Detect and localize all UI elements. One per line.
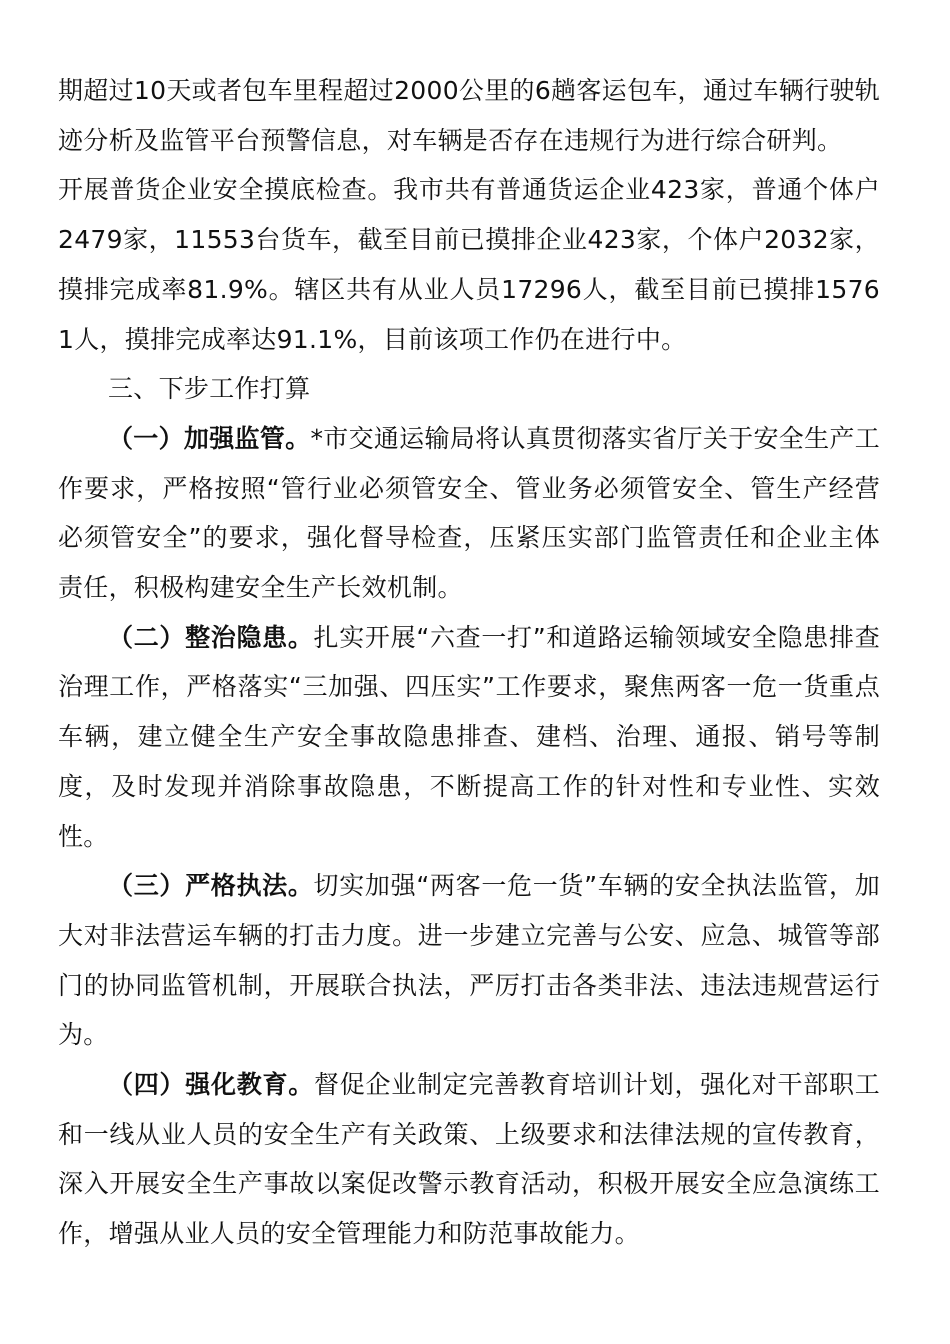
section-heading-text: 三、下步工作打算 <box>108 374 311 404</box>
paragraph-charter-bus-continuation <box>58 66 880 165</box>
item-title: （四）强化教育。 <box>108 1070 314 1100</box>
paragraph-freight-inspection <box>58 165 880 364</box>
item-strict-enforcement <box>58 861 880 1060</box>
item-body: *市交通运输局将认真贯彻落实省厅关于安全生产工作要求，严格按照“管行业必须管安全、管业务必须管安全、管生产经营必须管安全”的要求，强化督导检查，压紧压实部门监管责任和企业主体责任，积极构建安全生产长效机制。 <box>58 423 880 603</box>
item-title: （三）严格执法。 <box>108 871 314 901</box>
document-body <box>58 66 880 1259</box>
item-strengthen-supervision <box>58 414 880 613</box>
item-body: 扎实开展“六查一打”和道路运输领域安全隐患排查治理工作，严格落实“三加强、四压实”工作要求，聚焦两客一危一货重点车辆，建立健全生产安全事故隐患排查、建档、治理、通报、销号等制度，及时发现并消除事故隐患，不断提高工作的针对性和专业性、实效性。 <box>58 622 880 851</box>
item-title: （一）加强监管。 <box>108 423 311 453</box>
item-title: （二）整治隐患。 <box>108 622 314 652</box>
paragraph-text: 开展普货企业安全摸底检查。我市共有普通货运企业423家，普通个体户2479家，11553台货车，截至目前已摸排企业423家，个体户2032家，摸排完成率81.9%。辖区共有从业人员17296人，截至目前已摸排15761人，摸排完成率达91.1%，目前该项工作仍在进行中。 <box>58 175 880 354</box>
item-body: 督促企业制定完善教育培训计划，强化对干部职工和一线从业人员的安全生产有关政策、上级要求和法律法规的宣传教育，深入开展安全生产事故以案促改警示教育活动，积极开展安全应急演练工作，增强从业人员的安全管理能力和防范事故能力。 <box>58 1070 880 1249</box>
item-rectify-hazards <box>58 613 880 862</box>
paragraph-text: 期超过10天或者包车里程超过2000公里的6趟客运包车，通过车辆行驶轨迹分析及监管平台预警信息，对车辆是否存在违规行为进行综合研判。 <box>58 76 880 155</box>
section-heading <box>58 364 880 414</box>
item-strengthen-education <box>58 1060 880 1259</box>
item-body: 切实加强“两客一危一货”车辆的安全执法监管，加大对非法营运车辆的打击力度。进一步建立完善与公安、应急、城管等部门的协同监管机制，开展联合执法，严厉打击各类非法、违法违规营运行为。 <box>58 871 880 1050</box>
